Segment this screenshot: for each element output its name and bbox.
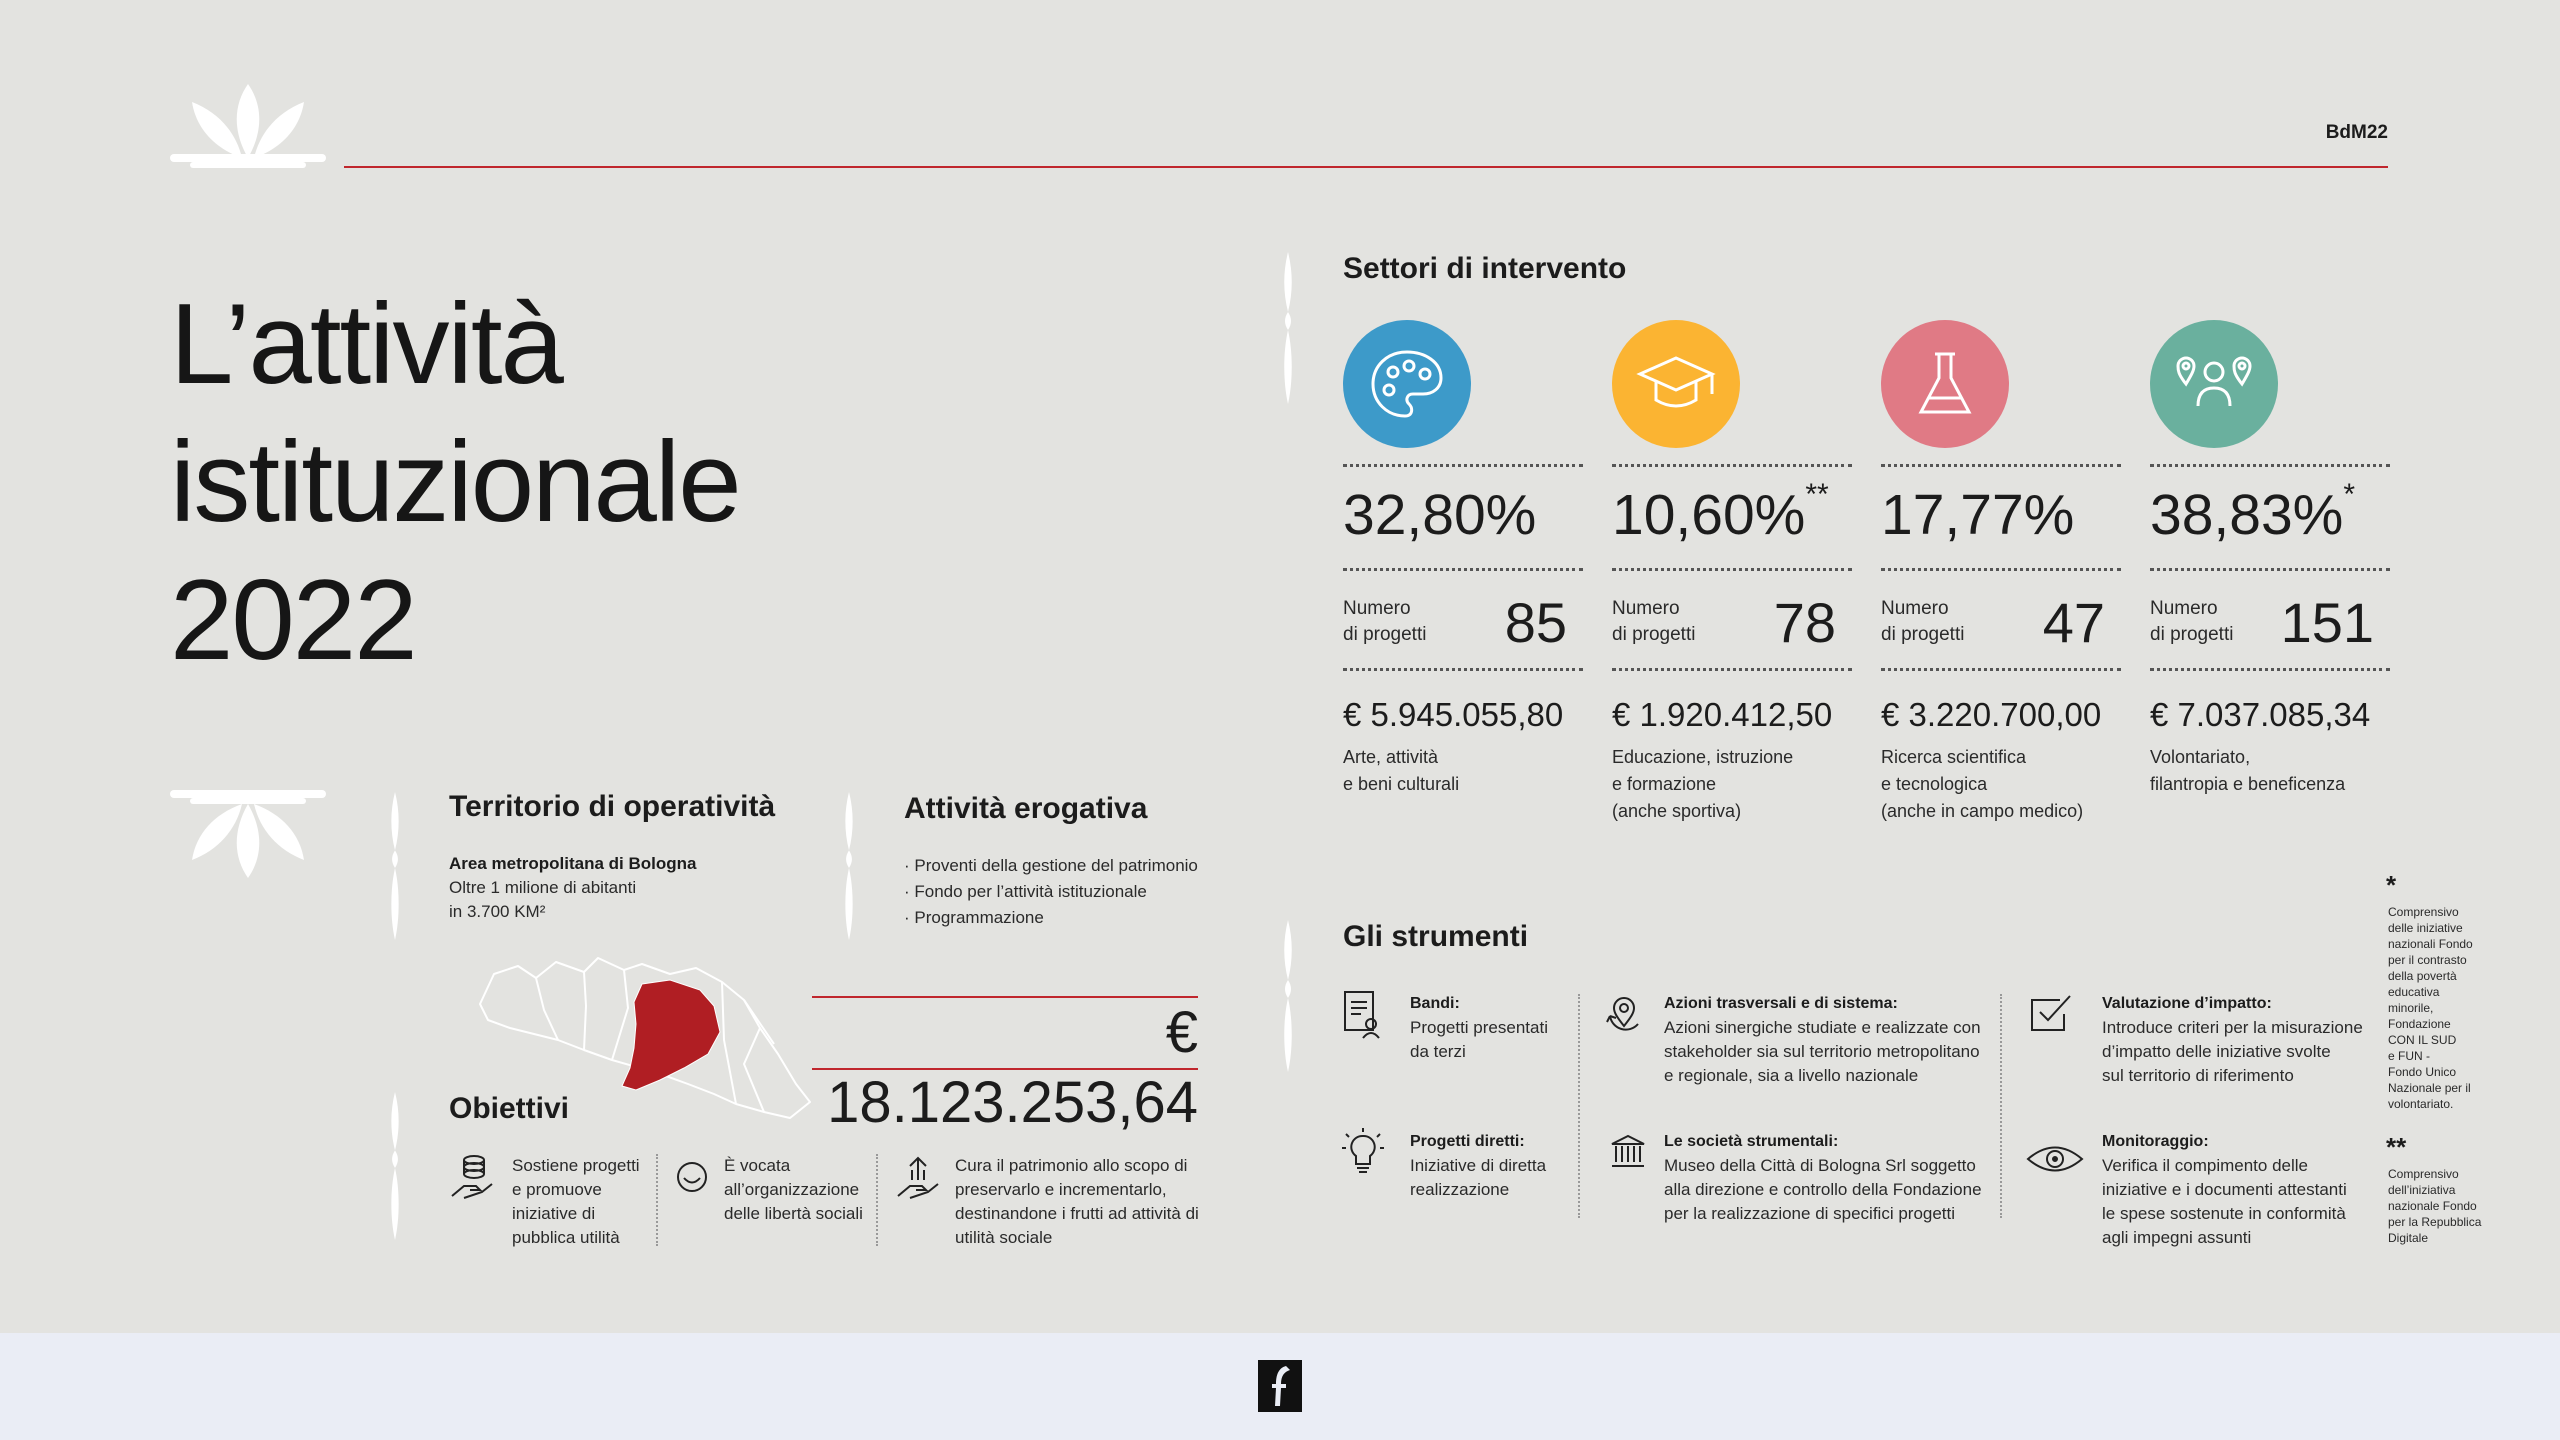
dotted-rule xyxy=(1612,568,1852,571)
footnote-line: e FUN - xyxy=(2388,1049,2430,1063)
palette-circle xyxy=(1343,320,1471,448)
footnote-line: Fondo Unico xyxy=(2388,1065,2457,1079)
checkbox-icon xyxy=(2030,994,2074,1034)
projects-count: 78 xyxy=(1773,591,1836,654)
footnote-line: educativa xyxy=(2388,985,2440,999)
institution-icon xyxy=(1610,1134,1646,1170)
dotted-rule xyxy=(1343,568,1583,571)
footnote-line: per la Repubblica xyxy=(2388,1215,2482,1229)
sector-amount: € 1.920.412,50 xyxy=(1612,696,1833,733)
sector-name: Arte, attività e beni culturali xyxy=(1343,747,1460,794)
obiettivi-separator xyxy=(876,1154,878,1246)
dotted-rule xyxy=(2150,464,2390,467)
lotus-ornament-icon xyxy=(170,788,326,880)
footnote-line: Fondazione xyxy=(2388,1017,2451,1031)
strumento-bandi: Bandi: Progetti presentati da terzi xyxy=(1410,995,1548,1061)
header-rule xyxy=(344,166,2388,168)
footnote-line: nazionali Fondo xyxy=(2388,937,2473,951)
footnote-line: Comprensivo xyxy=(2388,1167,2459,1181)
dotted-rule xyxy=(1612,464,1852,467)
footnote-line: nazionale Fondo xyxy=(2388,1199,2477,1213)
strumento-societa: Le società strumentali: Museo della Città di Bologna Srl soggetto alla direzione e controllo della Fondazione per la realizzazione di specifici progetti xyxy=(1664,1133,1982,1223)
dotted-rule xyxy=(2150,568,2390,571)
projects-count: 85 xyxy=(1504,591,1567,654)
settori-heading: Settori di intervento xyxy=(1343,252,1627,285)
strumento-progetti-diretti: Progetti diretti: Iniziative di diretta realizzazione xyxy=(1410,1133,1547,1199)
ornament-divider-icon xyxy=(1281,920,1295,1072)
ornament-divider-icon xyxy=(388,792,402,940)
sector-name: Ricerca scientifica e tecnologica (anche in campo medico) xyxy=(1881,747,2084,821)
footnote-line: dell’iniziativa xyxy=(2388,1183,2456,1197)
strumenti-separator xyxy=(2000,994,2002,1218)
territorio-surface: in 3.700 KM² xyxy=(449,902,546,921)
document-person-icon xyxy=(1343,990,1383,1040)
foundation-logo-icon xyxy=(1258,1360,1302,1412)
strumento-monitoraggio: Monitoraggio: Verifica il compimento delle iniziative e i documenti attestanti le spese sostenute in conformità agli impegni assunti xyxy=(2102,1133,2347,1247)
flask-icon xyxy=(1881,320,2009,448)
report-code: BdM22 xyxy=(2325,122,2388,143)
projects-label: Numero di progetti xyxy=(1612,598,1696,645)
footnote-line: Digitale xyxy=(2388,1231,2429,1245)
dotted-rule xyxy=(1881,668,2121,671)
dotted-rule xyxy=(1343,668,1583,671)
sector-percentage: 17,77% xyxy=(1881,483,2075,547)
sector-name: Educazione, istruzione e formazione (anche sportiva) xyxy=(1612,747,1794,821)
graduation-cap-circle xyxy=(1612,320,1740,448)
people-pins-icon xyxy=(2150,320,2278,448)
graduation-cap-icon xyxy=(1612,320,1740,448)
sector-name: Volontariato, filantropia e beneficenza xyxy=(2150,747,2346,794)
obiettivo-text: È vocata all’organizzazione delle libertà sociali xyxy=(724,1156,863,1223)
strumenti-separator xyxy=(1578,994,1580,1218)
obiettivi-separator xyxy=(656,1154,658,1246)
ornament-divider-icon xyxy=(842,792,856,940)
projects-count: 151 xyxy=(2280,591,2374,654)
attivita-item: · Proventi della gestione del patrimonio xyxy=(904,856,1198,875)
attivita-heading: Attività erogativa xyxy=(904,792,1148,825)
obiettivi-heading: Obiettivi xyxy=(449,1092,570,1125)
footnote-line: della povertà xyxy=(2388,969,2457,983)
flask-circle xyxy=(1881,320,2009,448)
dotted-rule xyxy=(1881,464,2121,467)
sector-amount: € 5.945.055,80 xyxy=(1343,696,1564,733)
footnote-star: * xyxy=(2386,870,2397,900)
footnote-1 xyxy=(2388,904,2488,1112)
attivita-item: · Programmazione xyxy=(904,908,1044,927)
coins-hand-icon xyxy=(450,1154,496,1200)
lightbulb-icon xyxy=(1340,1126,1386,1176)
projects-label: Numero di progetti xyxy=(2150,598,2234,645)
dotted-rule xyxy=(1343,464,1583,467)
projects-count: 47 xyxy=(2042,591,2105,654)
strumento-valutazione: Valutazione d’impatto: Introduce criteri per la misurazione d’impatto delle iniziative svolte sul territorio di riferimento xyxy=(2102,995,2363,1085)
dotted-rule xyxy=(1612,668,1852,671)
growth-hand-icon xyxy=(896,1154,942,1200)
ornament-divider-icon xyxy=(388,1092,402,1240)
sector-percentage: 32,80% xyxy=(1343,483,1537,547)
territorio-population: Oltre 1 milione di abitanti xyxy=(449,878,637,897)
smile-icon xyxy=(675,1160,709,1194)
footnote-double-star: ** xyxy=(2386,1132,2407,1162)
ornament-divider-icon xyxy=(1281,252,1295,404)
footnote-line: minorile, xyxy=(2388,1001,2434,1015)
strumenti-heading: Gli strumenti xyxy=(1343,920,1529,953)
territorio-heading: Territorio di operatività xyxy=(449,790,776,823)
strumento-azioni: Azioni trasversali e di sistema: Azioni sinergiche studiate e realizzate con stakeholder sia sul territorio metropolitano e regionale, sia a livello nazionale xyxy=(1664,995,1981,1085)
territorio-area: Area metropolitana di Bologna xyxy=(449,854,697,873)
sector-percentage: 38,83%* xyxy=(2150,478,2356,547)
footnote-line: delle iniziative xyxy=(2388,921,2463,935)
page-title: L’attività istituzionale 2022 xyxy=(170,281,740,684)
attivita-item: · Fondo per l’attività istituzionale xyxy=(904,882,1147,901)
palette-icon xyxy=(1343,320,1471,448)
footnote-line: per il contrasto xyxy=(2388,953,2467,967)
obiettivo-text: Cura il patrimonio allo scopo di preservarlo e incrementarlo, destinandone i frutti ad attività di utilità sociale xyxy=(955,1156,1199,1247)
sector-amount: € 7.037.085,34 xyxy=(2150,696,2371,733)
lotus-logo-icon xyxy=(170,82,326,170)
footnote-line: volontariato. xyxy=(2388,1097,2454,1111)
total-amount: € 18.123.253,64 xyxy=(827,1000,1198,1135)
people-pins-circle xyxy=(2150,320,2278,448)
footnote-2 xyxy=(2388,1166,2488,1246)
footnote-line: Nazionale per il xyxy=(2388,1081,2471,1095)
eye-icon xyxy=(2026,1142,2084,1176)
projects-label: Numero di progetti xyxy=(1881,598,1965,645)
projects-label: Numero di progetti xyxy=(1343,598,1427,645)
sector-percentage: 10,60%** xyxy=(1612,478,1829,547)
location-pin-icon xyxy=(1604,994,1644,1034)
footnote-line: Comprensivo xyxy=(2388,905,2459,919)
obiettivo-text: Sostiene progetti e promuove iniziative di pubblica utilità xyxy=(512,1156,640,1247)
dotted-rule xyxy=(2150,668,2390,671)
footnote-line: CON IL SUD xyxy=(2388,1033,2457,1047)
sector-amount: € 3.220.700,00 xyxy=(1881,696,2102,733)
dotted-rule xyxy=(1881,568,2121,571)
